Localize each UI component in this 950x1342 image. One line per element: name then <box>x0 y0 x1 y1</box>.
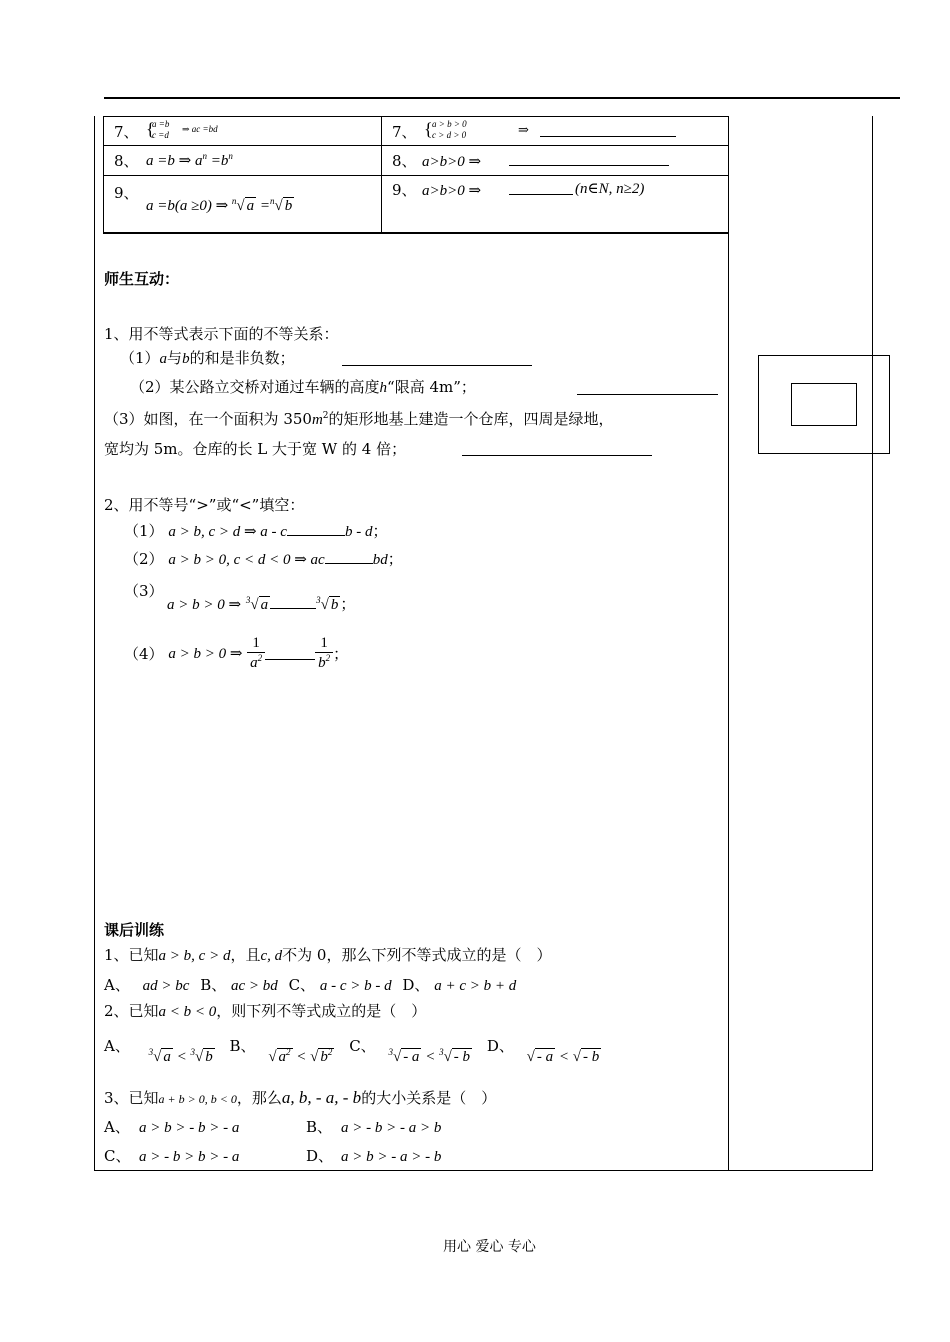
practice-q3-option-d[interactable]: a > b > - a > - b <box>341 1149 442 1165</box>
frame-bottom <box>94 1170 873 1171</box>
q1-item1: （1）a与b的和是非负数； <box>120 349 295 367</box>
practice-q1-option-b[interactable]: ac > bd <box>231 978 278 994</box>
practice-q2-option-d[interactable]: √ - a < √ - b <box>526 1049 600 1065</box>
q2-item2-blank[interactable] <box>325 551 373 564</box>
q2-item4-blank[interactable] <box>265 647 315 660</box>
q1-item3-blank[interactable] <box>462 443 652 456</box>
q2-item3-blank[interactable] <box>270 596 316 609</box>
practice-q2-option-a[interactable]: $^3$√ a < $^3$√ b <box>148 1047 213 1065</box>
practice-q2-option-b[interactable]: √ $a^2$ < √ $b^2$ <box>268 1047 333 1065</box>
q2-title: 2、用不等号“>”或“<”填空： <box>104 496 305 514</box>
row8-right-num: 8、 <box>392 152 417 170</box>
practice-q1-option-d[interactable]: a + c > b + d <box>434 978 517 994</box>
warehouse-rect <box>791 383 857 426</box>
interaction-heading: 师生互动： <box>104 270 180 288</box>
row9-left-math: a =b(a ≥0) ⇒ $^n$√ a =$^n$√ b <box>146 196 293 214</box>
practice-q1-options: A、 ad > bc B、 ac > bd C、 a - c > b - d D、 a + c > b + d <box>104 976 517 994</box>
practice-q2-options: A、 $^3$√ a < $^3$√ b B、 √ $a^2$ < √ $b^2$ C、 $^3$√ - a < $^3$√ - b D、 √ - a < √ - b <box>104 1037 600 1065</box>
row9-answer-blank[interactable] <box>509 182 573 195</box>
q2-item4-frac-a: $\frac{1}{a^2}$ <box>247 635 265 672</box>
frame-right <box>872 116 873 1171</box>
row9-right-num: 9、 <box>392 181 417 199</box>
practice-q3: 3、已知a + b > 0, b < 0，那么a, b, - a, - b的大小关系是（ ） <box>104 1088 497 1107</box>
row9-right-math: a>b>0 ⇒ <box>422 183 482 199</box>
practice-q2: 2、已知a < b < 0，则下列不等式成立的是（ ） <box>104 1002 427 1020</box>
page-footer: 用心 爱心 专心 <box>443 1239 536 1255</box>
practice-q3-label-d: D、 <box>306 1147 334 1165</box>
practice-q3-option-c[interactable]: a > - b > b > - a <box>139 1149 240 1165</box>
q2-item2: （2） a > b > 0, c < d < 0 ⇒ ac bd； <box>124 550 403 568</box>
row8-left-num: 8、 <box>114 152 139 170</box>
q2-item3-prefix: （3） <box>124 582 164 600</box>
row7-right-num: 7、 <box>392 123 417 141</box>
q1-item2: （2）某公路立交桥对通过车辆的高度h“限高 4m”； <box>130 378 476 396</box>
frame-divider <box>728 116 729 1171</box>
q2-item3: a > b > 0 ⇒ $^3$√ a $^3$√ b ； <box>167 595 356 613</box>
practice-q3-label-b: B、 <box>306 1118 333 1136</box>
warehouse-figure <box>758 355 890 454</box>
header-rule <box>104 97 900 99</box>
q2-item4-frac-b: $\frac{1}{b^2}$ <box>315 635 333 672</box>
row9-condition: (n∈N, n≥2) <box>575 181 645 197</box>
practice-q3-option-b[interactable]: a > - b > - a > b <box>341 1120 442 1136</box>
row9-left-num: 9、 <box>114 184 139 202</box>
practice-heading: 课后训练 <box>104 921 165 939</box>
row8-right-math: a>b>0 ⇒ <box>422 154 482 170</box>
row8-answer-blank[interactable] <box>509 153 669 166</box>
q2-item1: （1） a > b, c > d ⇒ a - c b - d； <box>124 522 388 540</box>
q1-item2-blank[interactable] <box>577 382 718 395</box>
frame-left <box>94 116 95 1171</box>
q1-item3-line1: （3）如图，在一个面积为 $350m^2$的矩形地基上建造一个仓库，四周是绿地， <box>104 410 614 428</box>
q2-item4: （4） a > b > 0 ⇒ $\frac{1}{a^2}$ $\frac{1}{b^2}$ ； <box>124 635 349 671</box>
row7-answer-blank[interactable] <box>540 124 676 137</box>
q1-item3-line2: 宽均为 5m。仓库的长 L 大于宽 W 的 4 倍； <box>104 440 407 458</box>
practice-q3-label-c: C、 <box>104 1147 131 1165</box>
practice-q2-option-c[interactable]: $^3$√ - a < $^3$√ - b <box>388 1047 471 1065</box>
practice-q1-option-c[interactable]: a - c > b - d <box>319 978 392 994</box>
practice-q1: 1、已知a > b, c > d，且c, d不为 0，那么下列不等式成立的是（ ） <box>104 946 552 964</box>
practice-q3-label-a: A、 <box>104 1118 130 1136</box>
practice-q3-option-a[interactable]: a > b > - b > - a <box>139 1120 240 1136</box>
q2-item1-blank[interactable] <box>287 523 345 536</box>
practice-q1-option-a[interactable]: ad > bc <box>142 978 190 994</box>
q1-item1-blank[interactable] <box>342 353 532 366</box>
q1-title: 1、用不等式表示下面的不等关系： <box>104 325 339 343</box>
row7-left-num: 7、 <box>114 123 139 141</box>
row8-left-math: a =b ⇒ $a^n =b^n$ <box>146 151 233 169</box>
